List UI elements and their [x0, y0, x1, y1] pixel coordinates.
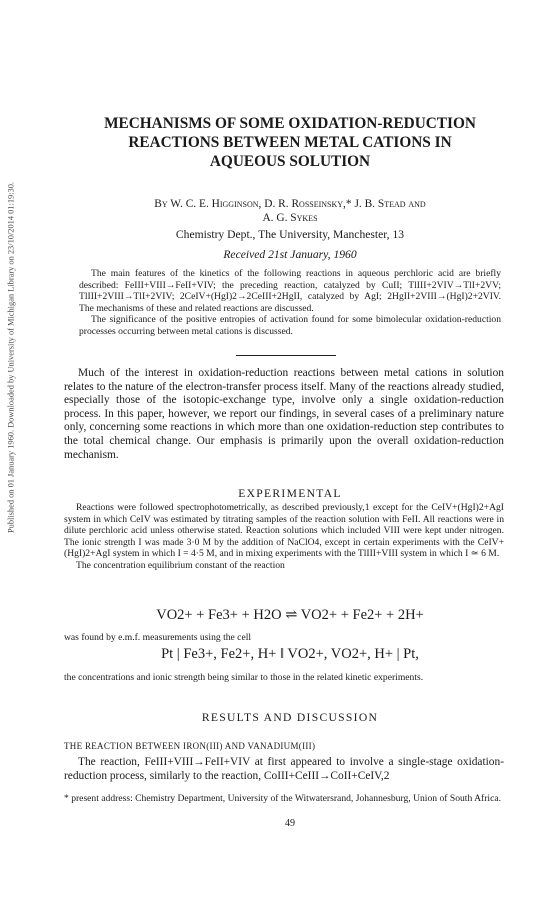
experimental-paragraph: The concentration equilibrium constant of the reaction [76, 559, 285, 571]
title-line: MECHANISMS OF SOME OXIDATION-REDUCTION [104, 115, 476, 132]
title-line: AQUEOUS SOLUTION [209, 153, 371, 170]
authors-line-1: By W. C. E. Higginson, D. R. Rosseinsky,* J. B. Stead and [154, 198, 426, 210]
intro-paragraph: Much of the interest in oxidation-reduction reactions between metal cations in solution relates to the nature of the electron-transfer process itself. Many of the reactions already studied, especially those of the isotopic-exchange type, involve only a single oxidation-reduction process. In this paper, however, we report our findings, in several cases of a preliminary nature only, concerning some reactions in which more than one oxidation-reduction step contributes to the total chemical change. Our emphasis is primarily upon the overall oxidation-reduction mechanism. [64, 367, 504, 461]
results-section [64, 756, 504, 783]
divider [236, 355, 336, 356]
received-date: Received 21st January, 1960 [223, 248, 357, 261]
cell-equation: Pt | Fe3+, Fe2+, H+ ‖ VO2+, VO2+, H+ | Pt, [161, 646, 419, 662]
equilibrium-equation: VO2+ + Fe3+ + H2O ⇌ VO2+ + Fe2+ + 2H+ [156, 607, 424, 623]
equation-label: was found by e.m.f. measurements using the cell [64, 632, 252, 643]
experimental-paragraph: Reactions were followed spectrophotometrically, as described previously,1 except for the CeIV+(HgI)2+AgI system in which CeIV was estimated by titrating samples of the reaction solution with FeII. All reactions were in dilute perchloric acid unless otherwise stated. Reaction solutions which included VIII were kept under nitrogen. The ionic strength I was made 3·0 M by the addition of NaClO4, except in certain experiments with the CeIV+(HgI)2+AgI system in which I = 4·5 M, and in mixing experiments with the TlIII+VIII system in which I ≃ 6 M. [64, 502, 504, 560]
results-heading: RESULTS AND DISCUSSION [201, 711, 379, 724]
post-equation-text: the concentrations and ionic strength being similar to those in the related kinetic experiments. [64, 672, 424, 683]
abstract-paragraph: The main features of the kinetics of the following reactions in aqueous perchloric acid are briefly described: FeIII+VIII→FeII+VIV; the preceding reaction, catalyzed by CuII; TlIII+2VIV→TlI+2VV; TlIII+2VIII→TlI+2VIV; 2CeIV+(HgI)2→2CeIII+2HgII, catalyzed by AgI; 2HgII+2VIII→(HgI)2+2VIV. The mechanisms of these and related reactions are discussed. [79, 268, 501, 314]
experimental-section [64, 502, 504, 572]
introduction [64, 367, 504, 462]
paper-title [60, 114, 520, 171]
title-line: REACTIONS BETWEEN METAL CATIONS IN [128, 134, 452, 151]
sidebar-text: Published on 01 January 1960. Downloaded by University of Michigan Library on 23/10/2014 01:19:30. [6, 182, 16, 534]
results-paragraph: The reaction, FeIII+VIII→FeII+VIV at first appeared to involve a single-stage oxidation-reduction process, similarly to the reaction, CoIII+CeIII→CoII+CeIV,2 [64, 756, 504, 782]
subsection-heading: THE REACTION BETWEEN IRON(III) AND VANADIUM(III) [64, 741, 316, 751]
footnote: * present address: Chemistry Department, University of the Witwatersrand, Johannesburg, Union of South Africa. [64, 793, 502, 804]
publication-sidebar [4, 100, 18, 620]
abstract [79, 268, 501, 338]
authors [60, 197, 520, 225]
affiliation: Chemistry Dept., The University, Manchester, 13 [175, 228, 405, 241]
authors-line-2: A. G. Sykes [262, 212, 318, 224]
experimental-heading: EXPERIMENTAL [238, 487, 342, 500]
page-number: 49 [285, 818, 295, 829]
abstract-paragraph: The significance of the positive entropies of activation found for some bimolecular oxidation-reduction processes occurring between metal cations is discussed. [79, 314, 501, 337]
